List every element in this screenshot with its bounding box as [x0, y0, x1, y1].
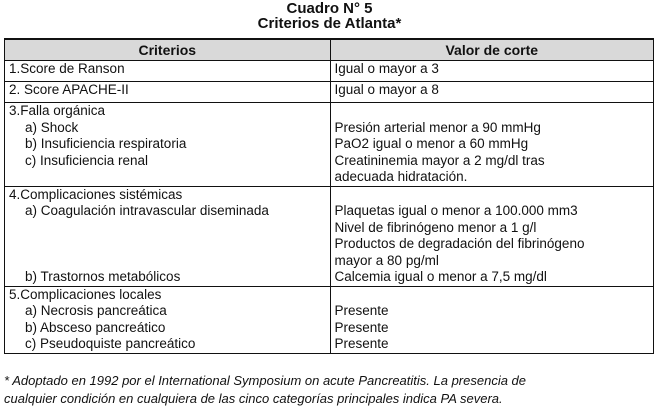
falla-item: c) Insuficiencia renal: [25, 152, 149, 168]
header-row: [5, 39, 654, 61]
locales-heading: 5.Complicaciones locales: [9, 286, 162, 302]
falla-item: a) Shock: [25, 119, 79, 135]
sistemicas-value: Nivel de fibrinógeno menor a 1 g/l: [334, 219, 537, 235]
locales-item: b) Absceso pancreático: [25, 319, 166, 335]
sistemicas-value: Calcemia igual o menor a 7,5 mg/dl: [334, 269, 547, 284]
table-row: [5, 82, 654, 103]
footnote-line: * Adoptado en 1992 por el International Symposium on acute Pancreatitis. La presencia de: [4, 373, 527, 388]
sistemicas-value: mayor a 80 pg/ml: [334, 252, 439, 268]
locales-item: a) Necrosis pancreática: [25, 303, 167, 318]
atlanta-criteria-table: [4, 38, 654, 354]
sistemicas-value: Plaquetas igual o menor a 100.000 mm3: [334, 203, 578, 218]
falla-value: Creatininemia mayor a 2 mg/dl tras: [334, 152, 545, 168]
footnote-line: cualquier condición en cualquiera de las cinco categorías principales indica PA severa.: [4, 391, 503, 406]
sistemicas-value: Productos de degradación del fibrinógeno: [334, 236, 585, 251]
value-apache: Igual o mayor a 8: [330, 82, 653, 103]
table-row: [5, 186, 654, 286]
criterion-falla: [5, 103, 331, 187]
locales-value: Presente: [334, 336, 389, 351]
criterion-ranson: 1.Score de Ranson: [5, 61, 331, 82]
sistemicas-item: a) Coagulación intravascular diseminada: [25, 203, 269, 218]
table-row: [5, 286, 654, 353]
table-row: [5, 103, 654, 187]
value-falla: [330, 103, 653, 187]
header-cutoff: Valor de corte: [330, 39, 653, 61]
table-title: Criterios de Atlanta*: [257, 15, 402, 32]
value-ranson: Igual o mayor a 3: [330, 61, 653, 82]
falla-item: b) Insuficiencia respiratoria: [25, 136, 187, 151]
footnote: [4, 372, 659, 408]
table-number: Cuadro N° 5: [286, 0, 373, 17]
locales-item: c) Pseudoquiste pancreático: [25, 336, 196, 351]
falla-value: Presión arterial menor a 90 mmHg: [334, 119, 541, 135]
table-row: [5, 61, 654, 82]
value-locales: [330, 286, 653, 353]
falla-value: adecuada hidratación.: [334, 169, 468, 184]
sistemicas-heading: 4.Complicaciones sistémicas: [9, 186, 183, 202]
falla-value: PaO2 igual o menor a 60 mmHg: [334, 136, 529, 151]
locales-value: Presente: [334, 319, 389, 335]
locales-value: Presente: [334, 303, 389, 318]
sistemicas-item: b) Trastornos metabólicos: [25, 269, 181, 284]
criterion-locales: [5, 286, 331, 353]
criterion-sistemicas: [5, 186, 331, 286]
falla-heading: 3.Falla orgánica: [9, 103, 106, 118]
value-sistemicas: [330, 186, 653, 286]
criterion-apache: 2. Score APACHE-II: [5, 82, 331, 103]
header-criteria: Criterios: [5, 39, 331, 61]
